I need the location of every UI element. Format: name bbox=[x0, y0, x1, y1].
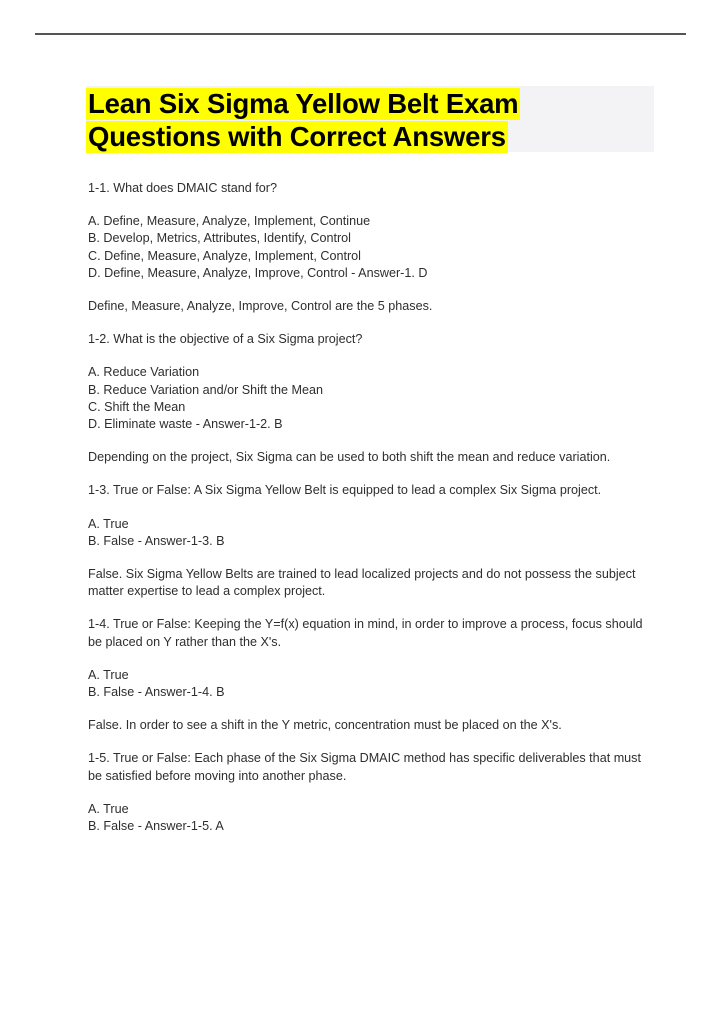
explanation-text: False. In order to see a shift in the Y metric, concentration must be placed on the X's. bbox=[88, 718, 562, 733]
title-line-1: Lean Six Sigma Yellow Belt Exam bbox=[88, 88, 519, 119]
option-item: B. False - Answer-1-5. A bbox=[88, 819, 224, 834]
options-list bbox=[88, 364, 658, 433]
option-item: D. Eliminate waste - Answer-1-2. B bbox=[88, 417, 283, 432]
question-block-1-4 bbox=[88, 616, 658, 734]
question-block-1-1 bbox=[88, 180, 658, 315]
options-list bbox=[88, 667, 658, 701]
header-rule bbox=[35, 33, 686, 35]
option-item: C. Define, Measure, Analyze, Implement, Control bbox=[88, 248, 361, 263]
option-item: B. False - Answer-1-4. B bbox=[88, 685, 225, 700]
explanation-text: Define, Measure, Analyze, Improve, Control are the 5 phases. bbox=[88, 299, 433, 314]
options-list bbox=[88, 516, 658, 550]
document-title bbox=[86, 87, 646, 153]
option-item: B. Develop, Metrics, Attributes, Identify, Control bbox=[88, 231, 351, 246]
question-text: 1-2. What is the objective of a Six Sigma project? bbox=[88, 332, 363, 347]
question-block-1-5 bbox=[88, 750, 658, 835]
option-item: A. Define, Measure, Analyze, Implement, Continue bbox=[88, 214, 371, 229]
explanation-text: False. Six Sigma Yellow Belts are trained to lead localized projects and do not possess the subject matter expertise to lead a complex project. bbox=[88, 567, 636, 599]
question-block-1-2 bbox=[88, 331, 658, 466]
options-list bbox=[88, 213, 658, 282]
questions-content bbox=[88, 180, 658, 851]
options-list bbox=[88, 801, 658, 835]
title-line-2: Questions with Correct Answers bbox=[88, 121, 506, 152]
option-item: A. True bbox=[88, 516, 129, 531]
option-item: B. Reduce Variation and/or Shift the Mean bbox=[88, 382, 323, 397]
question-text: 1-5. True or False: Each phase of the Six Sigma DMAIC method has specific deliverables that must be satisfied before moving into another phase. bbox=[88, 751, 641, 783]
question-text: 1-3. True or False: A Six Sigma Yellow Belt is equipped to lead a complex Six Sigma project. bbox=[88, 483, 602, 498]
option-item: C. Shift the Mean bbox=[88, 399, 186, 414]
question-text: 1-1. What does DMAIC stand for? bbox=[88, 181, 277, 195]
option-item: A. True bbox=[88, 801, 129, 816]
option-item: B. False - Answer-1-3. B bbox=[88, 533, 225, 548]
question-block-1-3 bbox=[88, 482, 658, 600]
explanation-text: Depending on the project, Six Sigma can be used to both shift the mean and reduce variation. bbox=[88, 450, 611, 465]
option-item: D. Define, Measure, Analyze, Improve, Control - Answer-1. D bbox=[88, 265, 428, 280]
option-item: A. Reduce Variation bbox=[88, 365, 200, 380]
question-text: 1-4. True or False: Keeping the Y=f(x) equation in mind, in order to improve a process, focus should be placed on Y rather than the X's. bbox=[88, 617, 643, 649]
option-item: A. True bbox=[88, 667, 129, 682]
